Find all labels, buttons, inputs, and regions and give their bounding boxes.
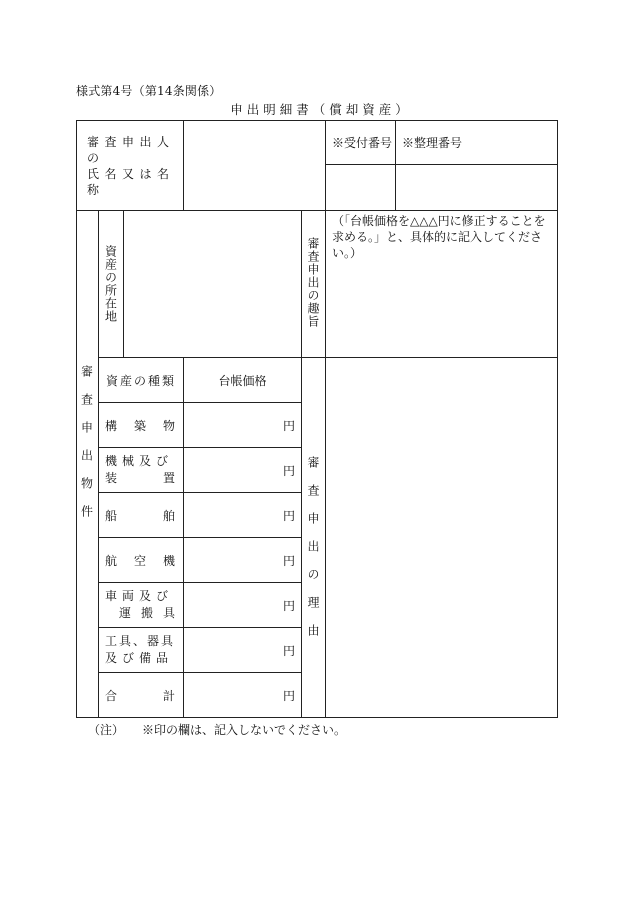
form-number: 様式第4号（第14条関係） (76, 84, 222, 98)
book-value-tools[interactable]: 円 (184, 628, 302, 673)
asset-type-tools: 工具、器具 及び備品 (99, 628, 184, 673)
book-value-header: 台帳価格 (184, 358, 302, 403)
asset-type-ships: 船 舶 (99, 493, 184, 538)
book-value-ships[interactable]: 円 (184, 493, 302, 538)
application-form-table (76, 120, 558, 718)
book-value-structures[interactable]: 円 (184, 403, 302, 448)
document-title: 申出明細書（償却資産） (230, 102, 412, 117)
reference-number-label: ※整理番号 (396, 121, 558, 165)
purpose-field[interactable] (326, 211, 558, 358)
purpose-label-cell (302, 211, 326, 358)
purpose-label: 審査申出の趣旨 (306, 237, 320, 328)
asset-type-machinery: 機械及び 装 置 (99, 448, 184, 493)
acceptance-number-field (326, 165, 396, 211)
book-value-aircraft[interactable]: 円 (184, 538, 302, 583)
property-label: 審査申出物件 (79, 365, 94, 533)
asset-type-total: 合 計 (99, 673, 184, 718)
asset-type-header: 資産の種類 (99, 358, 184, 403)
applicant-name-field[interactable] (184, 121, 326, 211)
footnote-prefix: （注） (88, 723, 125, 737)
reason-label-cell (302, 358, 326, 718)
location-label-cell (99, 211, 124, 358)
asset-type-aircraft: 航 空 機 (99, 538, 184, 583)
property-label-wrap (76, 365, 98, 537)
asset-type-structures: 構 築 物 (99, 403, 184, 448)
purpose-instruction: （「台帳価格を△△△円に修正することを求める。」と、具体的に記入してください。） (332, 214, 546, 260)
acceptance-number-label: ※受付番号 (326, 121, 396, 165)
reference-number-field (396, 165, 558, 211)
book-value-machinery[interactable]: 円 (184, 448, 302, 493)
footnote-text: ※印の欄は、記入しないでください。 (142, 723, 347, 737)
book-value-vehicles[interactable]: 円 (184, 583, 302, 628)
location-label: 資産の所在地 (103, 245, 118, 323)
reason-label: 審査申出の理由 (306, 456, 320, 652)
applicant-name-label: 審査申出人の 氏名又は名称 (77, 121, 184, 211)
reason-field[interactable] (326, 358, 558, 718)
book-value-total[interactable]: 円 (184, 673, 302, 718)
asset-type-vehicles: 車両及び 運 搬 具 (99, 583, 184, 628)
footnote (88, 721, 346, 738)
location-field[interactable] (124, 211, 302, 358)
